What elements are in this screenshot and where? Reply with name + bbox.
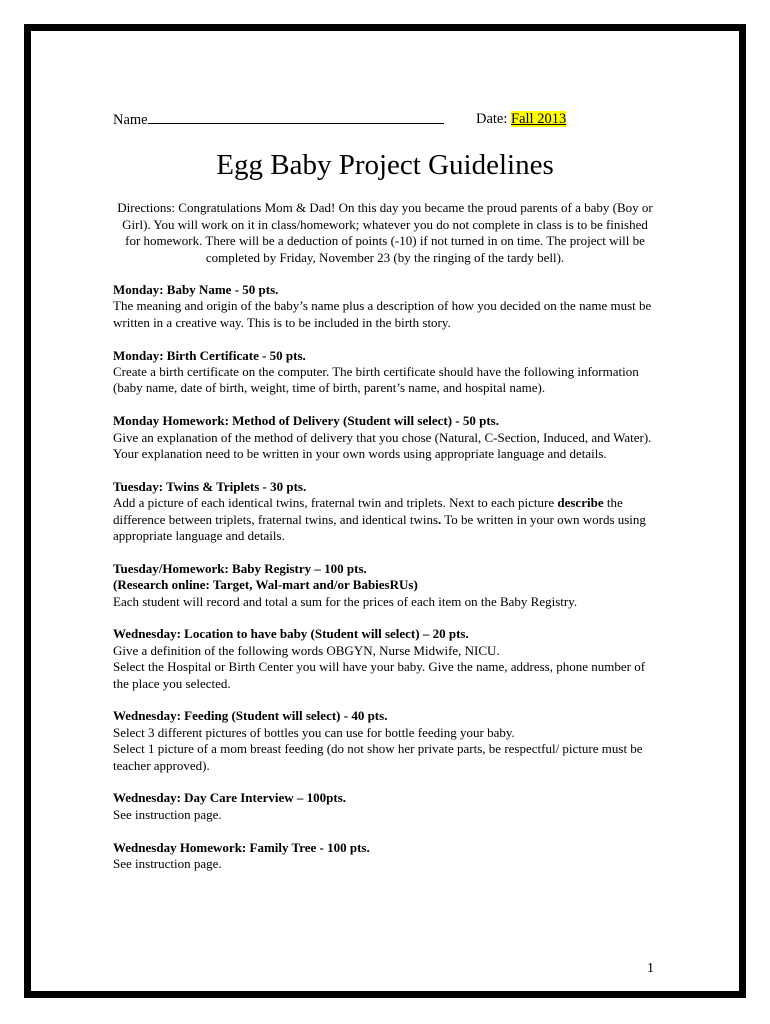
text-run: Add a picture of each identical twins, fraternal twin and triplets. Next to each picture bbox=[113, 495, 558, 511]
section-text: Give a definition of the following words OBGYN, Nurse Midwife, NICU. bbox=[113, 642, 500, 658]
section-text: Create a birth certificate on the computer. The birth certificate should have the following information (baby name, date of birth, weight, time of birth, parent’s name, and hospital name). bbox=[113, 364, 639, 396]
section-text: Select 1 picture of a mom breast feeding (do not show her private parts, be respectful/ picture must be teacher approved). bbox=[113, 741, 643, 773]
section-day-care bbox=[113, 790, 658, 823]
section-heading: Monday: Birth Certificate - 50 pts. bbox=[113, 347, 306, 363]
section-text: See instruction page. bbox=[113, 856, 222, 872]
section-text: Select the Hospital or Birth Center you will have your baby. Give the name, address, phone number of the place you selected. bbox=[113, 659, 646, 691]
page-number: 1 bbox=[647, 961, 654, 976]
text-run: the difference between triplets, fraternal twins, and identical twins bbox=[113, 495, 623, 527]
section-heading: Tuesday: Twins & Triplets - 30 pts. bbox=[113, 478, 307, 494]
sections-list bbox=[113, 282, 658, 889]
section-method-of-delivery bbox=[113, 413, 658, 462]
section-text: The meaning and origin of the baby’s name plus a description of how you decided on the name must be written in a creative way. This is to be included in the birth story. bbox=[113, 298, 652, 330]
section-text: Select 3 different pictures of bottles you can use for bottle feeding your baby. bbox=[113, 724, 515, 740]
section-baby-registry bbox=[113, 561, 658, 610]
section-birth-certificate bbox=[113, 348, 658, 397]
section-heading: Tuesday/Homework: Baby Registry – 100 pts. bbox=[113, 560, 367, 576]
page-title: Egg Baby Project Guidelines bbox=[216, 149, 554, 181]
section-heading: Monday: Baby Name - 50 pts. bbox=[113, 282, 279, 297]
text-run-bold: . bbox=[438, 511, 442, 527]
directions-paragraph: Directions: Congratulations Mom & Dad! On this day you became the proud parents of a baby (Boy or Girl). You will work on it in class/homework; whatever you do not complete in class is to be finished for homework. There will be a deduction of points (-10) if not turned in on time. The project will be completed by Friday, November 23 (by the ringing of the tardy bell). bbox=[117, 200, 653, 265]
section-baby-name bbox=[113, 282, 658, 331]
section-heading: Monday Homework: Method of Delivery (Student will select) - 50 pts. bbox=[113, 413, 499, 429]
date-label: Date: bbox=[476, 111, 512, 127]
name-blank-line bbox=[148, 111, 444, 124]
text-run-bold: describe bbox=[557, 495, 604, 511]
date-field bbox=[476, 111, 566, 128]
section-heading: Wednesday: Feeding (Student will select) - 40 pts. bbox=[113, 708, 388, 724]
name-field bbox=[113, 111, 444, 129]
section-text: See instruction page. bbox=[113, 806, 222, 822]
name-label: Name bbox=[113, 112, 148, 128]
section-feeding bbox=[113, 708, 658, 774]
section-location bbox=[113, 626, 658, 692]
date-value: Fall 2013 bbox=[511, 111, 567, 127]
section-family-tree bbox=[113, 840, 658, 873]
section-heading: Wednesday Homework: Family Tree - 100 pts. bbox=[113, 839, 370, 855]
section-text: Give an explanation of the method of delivery that you chose (Natural, C-Section, Induced, and Water). Your explanation need to be written in your own words using appropriate language and details. bbox=[113, 429, 652, 462]
section-text: Each student will record and total a sum for the prices of each item on the Baby Registry. bbox=[113, 593, 578, 609]
section-subheading: (Research online: Target, Wal-mart and/or BabiesRUs) bbox=[113, 577, 418, 593]
section-twins-triplets bbox=[113, 479, 658, 545]
section-text bbox=[113, 495, 658, 544]
header-row bbox=[113, 111, 653, 131]
section-heading: Wednesday: Day Care Interview – 100pts. bbox=[113, 790, 347, 806]
section-heading: Wednesday: Location to have baby (Student will select) – 20 pts. bbox=[113, 626, 469, 642]
text-run: To be written in your own words using appropriate language and details. bbox=[113, 511, 646, 544]
